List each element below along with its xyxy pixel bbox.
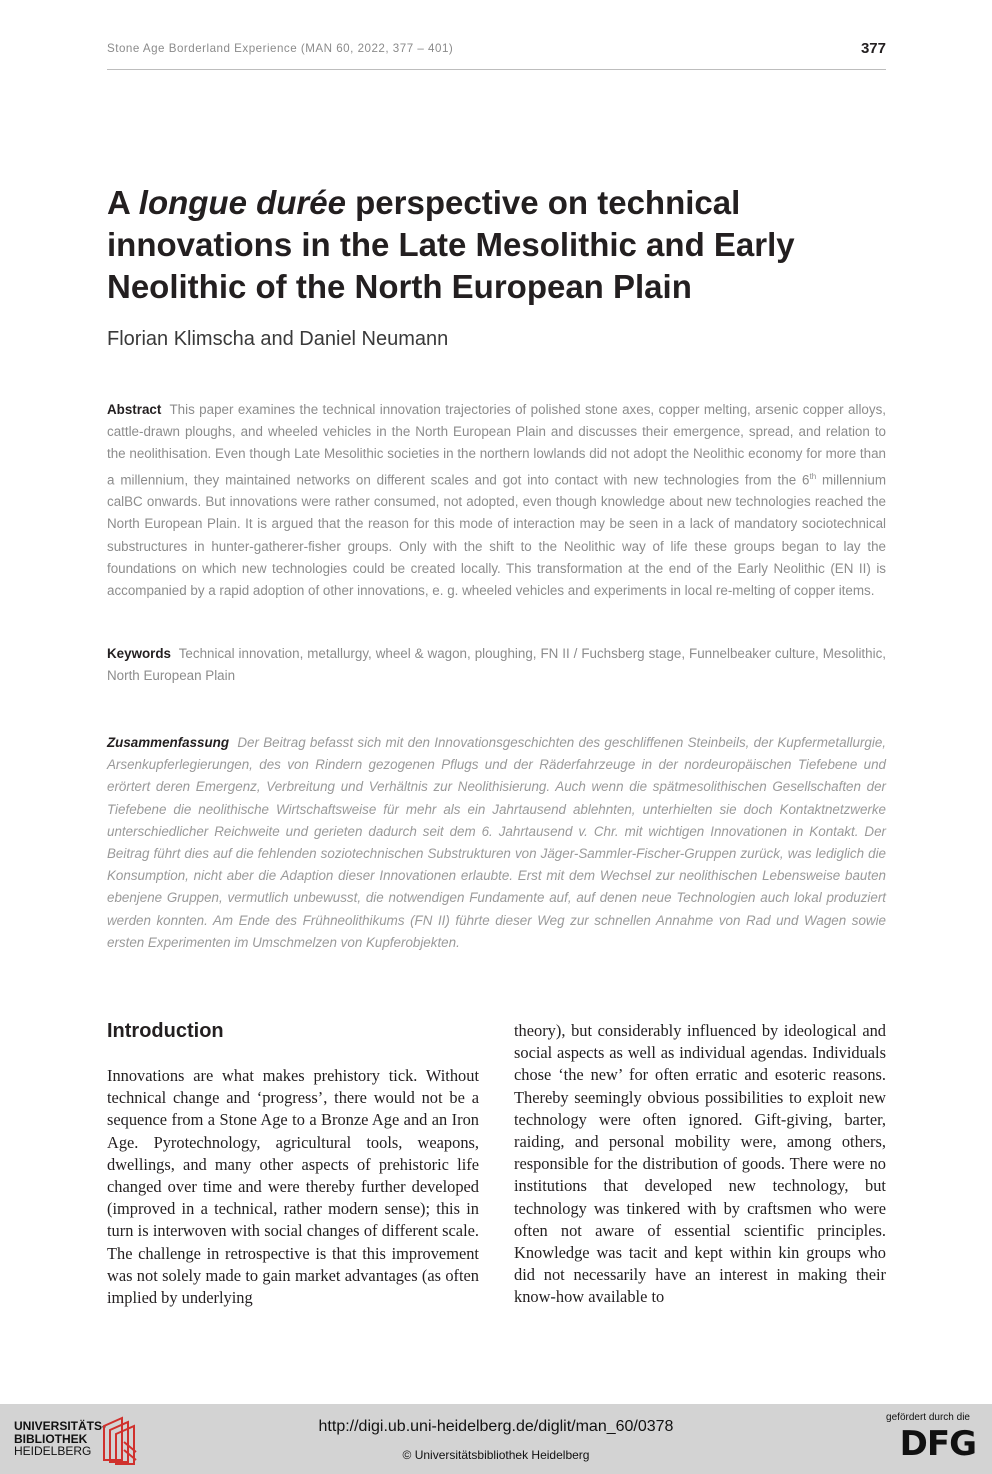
header-rule	[107, 69, 886, 70]
keywords	[107, 643, 886, 687]
article-title	[107, 182, 867, 308]
keywords-text: Technical innovation, metallurgy, wheel & wagon, ploughing, FN II / Fuchsberg stage, Funnelbeaker culture, Mesolithic, North European Plain	[107, 646, 886, 684]
zusammenfassung-text: Der Beitrag befasst sich mit den Innovationsgeschichten des geschliffenen Steinbeils, der Kupfermetallurgie, Arsenkupferlegierungen, des von Rindern gezogenen Pflugs und der Räderfahrzeuge in der nordeuropäischen Tiefebene und erörtert deren Emergenz, Verbreitung und Verhältnis zur Neolithisierung. Auch wenn die spätmesolithischen Gesellschaften der Tiefebene die neolithische Wirtschaftsweise für mehr als ein Jahrtausend ablehnten, unterhielten sie doch Kontaktnetzwerke unterschiedlicher Reichweite und gerieten dadurch seit dem 6. Jahrtausend v. Chr. mit wichtigen Innovationen in Kontakt. Der Beitrag führt dies auf die fehlenden soziotechnischen Substrukturen von Jäger-Sammler-Fischer-Gruppen zurück, was lediglich die Konsumption, nicht aber die Adaption dieser Innovationen erlaubte. Erst mit dem Wechsel zur neolithischen Lebensweise bauten ebenjene Gruppen, vermutlich unbewusst, die notwendigen Fundamente auf, auf denen neue Technologien auch lokal produziert werden konnten. Am Ende des Frühneolithikums (FN II) führte dieser Weg zur schnellen Annahme von Rad und Wagen sowie ersten Experimenten im Umschmelzen von Kupferobjekten.	[107, 735, 886, 950]
introduction-left-column: Innovations are what makes prehistory tick. Without technical change and ‘progress’, there would not be a sequence from a Stone Age to a Bronze Age and an Iron Age. Pyrotechnology, agricultural tools, weapons, dwellings, and many other aspects of prehistoric life changed over time and were thereby further developed (improved in a technical, rather modern sense); this in turn is interwoven with social changes of different scale. The challenge in retrospective is that this improvement was not solely made to gain market advantages (as often implied by underlying	[107, 1066, 479, 1308]
introduction-right-column: theory), but considerably influenced by ideological and social aspects as well as individual agendas. Individuals chose ‘the new’ for often erratic and esoteric reasons. Thereby seemingly obvious possibilities to exploit new technology were often ignored. Gift-giving, barter, raiding, and personal mobility were, among others, responsible for the distribution of goods. There were no institutions that developed new technology, but technology was tinkered with by craftsmen who were often not aware of essential scientific principles. Knowledge was tacit and kept within kin groups who did not necessarily have an interest in making their know-how available to	[514, 1021, 886, 1307]
library-name-line2: BIBLIOTHEK	[14, 1431, 88, 1446]
abstract	[107, 399, 886, 602]
footer-url[interactable]: http://digi.ub.uni-heidelberg.de/diglit/man_60/0378	[318, 1418, 674, 1435]
zusammenfassung-label: Zusammenfassung	[107, 735, 230, 750]
abstract-text-part2: millennium calBC onwards. But innovations were rather consumed, not adopted, even though knowledge about new technologies reached the North European Plain. It is argued that the reason for this mode of interaction may be seen in a lack of mandatory sociotechnical substructures in hunter-gatherer-fisher groups. Only with the shift to the Neolithic way of life these groups began to lay the foundations on which new technologies could be created locally. This transformation at the end of the Early Neolithic (EN II) is accompanied by a rapid adoption of other innovations, e. g. wheeled vehicles and experiments in local re-melting of copper items.	[107, 472, 887, 599]
dfg-logo[interactable]: DFG	[899, 1424, 976, 1464]
funding-caption: gefördert durch die	[886, 1412, 970, 1423]
library-name-line3: HEIDELBERG	[14, 1444, 92, 1458]
section-heading-introduction: Introduction	[107, 1020, 224, 1042]
page-number: 377	[860, 40, 886, 57]
title-italic: longue durée	[138, 184, 346, 221]
footer-copyright: © Universitätsbibliothek Heidelberg	[402, 1448, 590, 1462]
footer-bar	[0, 1404, 992, 1474]
authors: Florian Klimscha and Daniel Neumann	[107, 328, 449, 350]
title-part1: A	[107, 184, 139, 221]
abstract-text-part1: This paper examines the technical innovation trajectories of polished stone axes, copper melting, arsenic copper alloys, cattle-drawn ploughs, and wheeled vehicles in the North European Plain and discusses their emergence, spread, and relation to the neolithisation. Even though Late Mesolithic societies in the northern lowlands did not adopt the Neolithic economy for more than a millennium, they maintained networks on different scales and got into contact with new technologies from the 6	[107, 402, 886, 488]
abstract-label: Abstract	[107, 402, 162, 417]
library-name-line1: UNIVERSITÄTS-	[14, 1419, 107, 1433]
zusammenfassung	[107, 732, 886, 954]
title-part2: perspective on technical innovations in the Late Mesolithic and Early Neolithic of the North European Plain	[107, 184, 795, 305]
running-head: Stone Age Borderland Experience (MAN 60, 2022, 377 – 401)	[107, 42, 454, 55]
keywords-label: Keywords	[107, 646, 171, 661]
abstract-superscript: th	[809, 471, 817, 481]
